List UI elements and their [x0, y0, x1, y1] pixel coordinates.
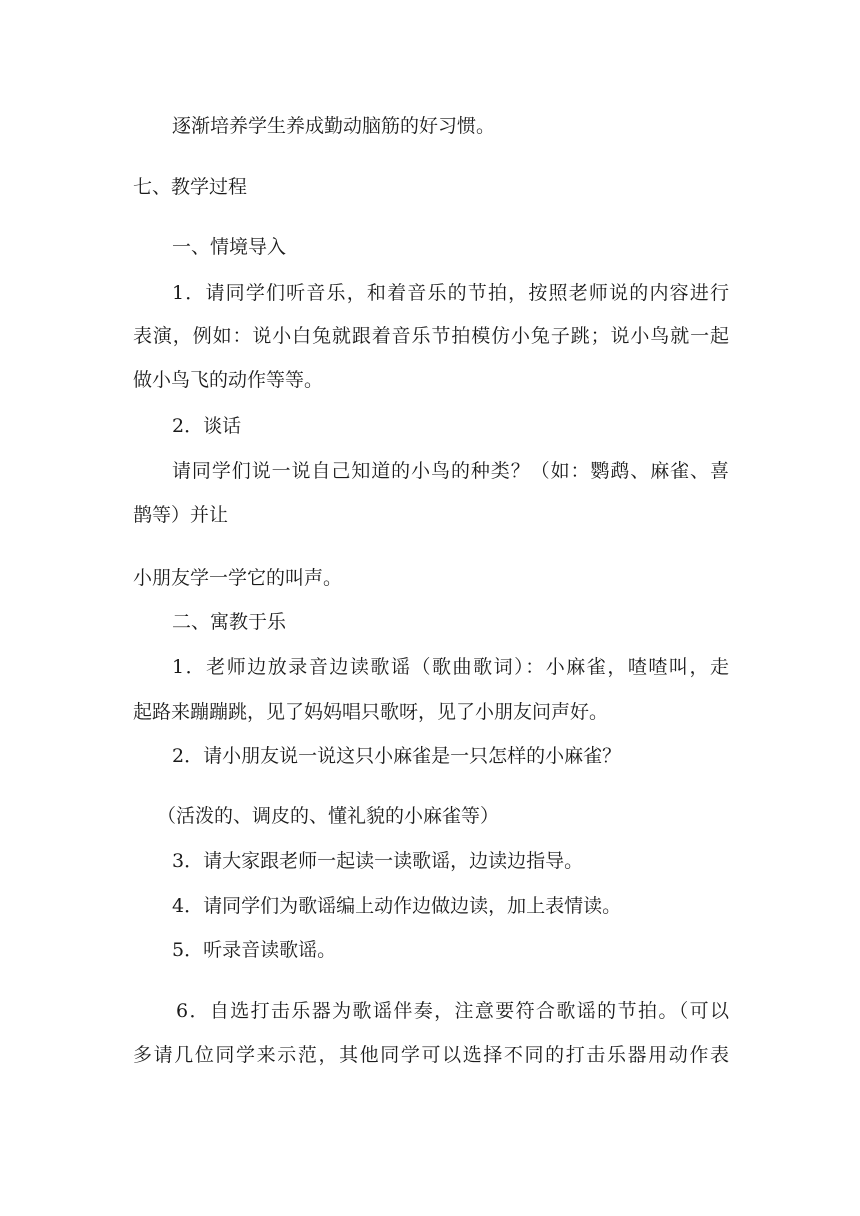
subsection-heading: 一、情境导入: [172, 236, 287, 258]
paragraph-line: 多请几位同学来示范，其他同学可以选择不同的打击乐器用动作表: [133, 1044, 729, 1066]
list-item: 4．请同学们为歌谣编上动作边做边读，加上表情读。: [172, 895, 622, 917]
paragraph-line: （活泼的、调皮的、懂礼貌的小麻雀等）: [157, 805, 500, 827]
section-heading: 七、教学过程: [133, 176, 248, 198]
paragraph-line: 1．请同学们听音乐，和着音乐的节拍，按照老师说的内容进行: [172, 282, 729, 304]
paragraph-line: 鹊等）并让: [133, 504, 229, 526]
paragraph-line: 6．自选打击乐器为歌谣伴奏，注意要符合歌谣的节拍。（可以: [176, 1000, 729, 1022]
subsection-heading: 二、寓教于乐: [172, 611, 287, 633]
paragraph-line: 请同学们说一说自己知道的小鸟的种类？（如：鹦鹉、麻雀、喜: [172, 460, 729, 482]
paragraph-line: 1．老师边放录音边读歌谣（歌曲歌词）：小麻雀，喳喳叫，走: [172, 656, 729, 678]
list-item: 2．请小朋友说一说这只小麻雀是一只怎样的小麻雀？: [172, 745, 622, 767]
list-item: 5．听录音读歌谣。: [172, 939, 337, 961]
paragraph-line: 小朋友学一学它的叫声。: [133, 567, 343, 589]
paragraph-line: 逐渐培养学生养成勤动脑筋的好习惯。: [172, 115, 496, 137]
paragraph-line: 表演，例如：说小白兔就跟着音乐节拍模仿小兔子跳；说小鸟就一起: [133, 325, 729, 347]
list-item-label: 2．谈话: [172, 415, 242, 437]
paragraph-line: 做小鸟飞的动作等等。: [133, 369, 324, 391]
paragraph-line: 起路来蹦蹦跳，见了妈妈唱只歌呀，见了小朋友问声好。: [133, 701, 609, 723]
list-item: 3．请大家跟老师一起读一读歌谣，边读边指导。: [172, 850, 584, 872]
